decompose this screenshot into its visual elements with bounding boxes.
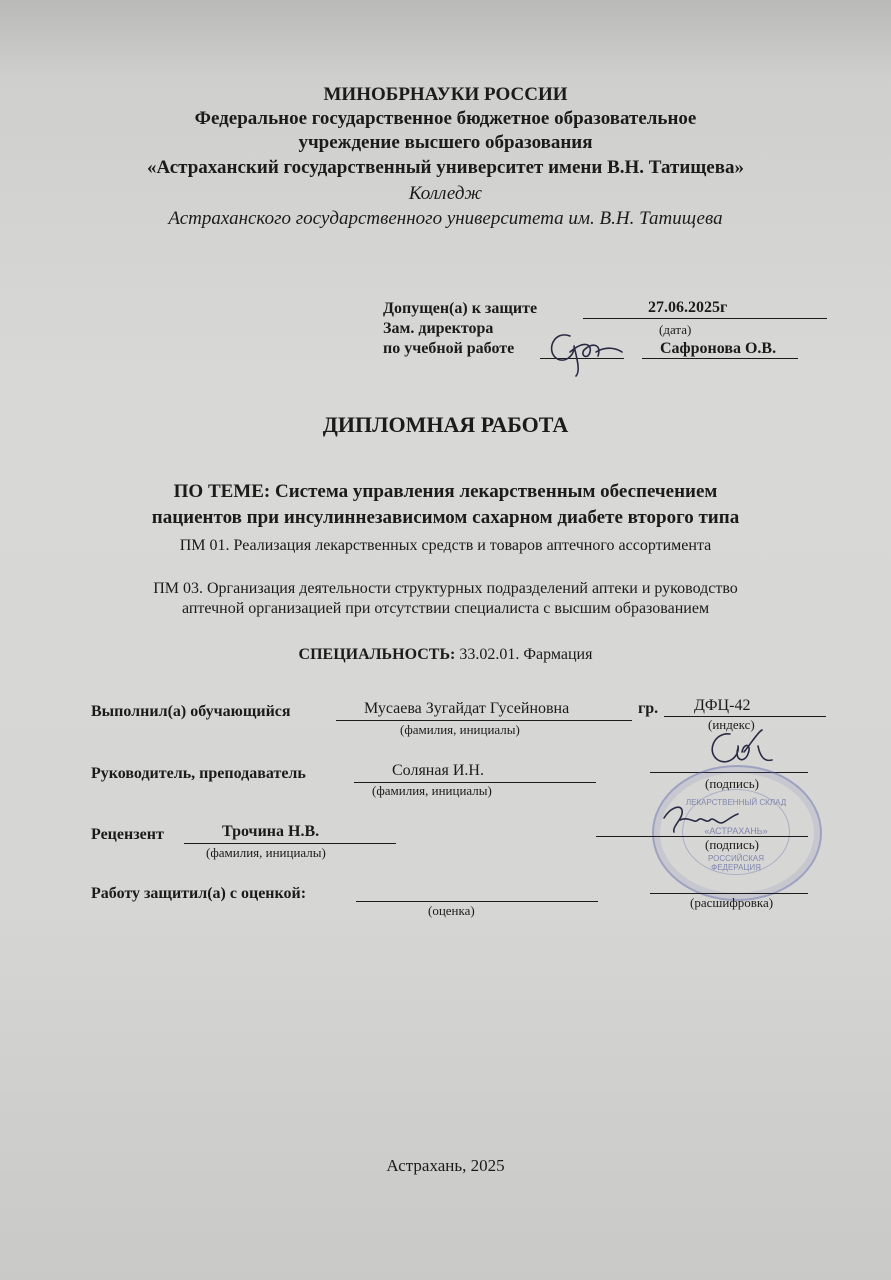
date-line xyxy=(583,318,827,319)
supervisor-name-caption: (фамилия, инициалы) xyxy=(372,783,492,798)
student-name: Мусаева Зугайдат Гусейновна xyxy=(364,700,570,717)
institution-line-2: учреждение высшего образования xyxy=(298,132,593,153)
decode-caption: (расшифровка) xyxy=(690,895,774,910)
date-caption: (дата) xyxy=(659,322,692,337)
specialty-value: 33.02.01. Фармация xyxy=(455,646,593,663)
deputy-name: Сафронова О.В. xyxy=(660,340,777,357)
stamp-text-bottom: РОССИЙСКАЯ ФЕДЕРАЦИЯ xyxy=(708,854,764,872)
specialty xyxy=(0,646,891,664)
ministry-name: МИНОБРНАУКИ РОССИИ xyxy=(323,84,568,105)
reviewer-signature xyxy=(660,800,740,840)
pm03-line-2: аптечной организацией при отсутствии специалиста с высшим образованием xyxy=(181,600,710,617)
supervisor-signature-caption: (подпись) xyxy=(705,776,759,791)
specialty-label: СПЕЦИАЛЬНОСТЬ: xyxy=(298,646,456,663)
student-label: Выполнил(а) обучающийся xyxy=(91,703,291,720)
group-label: гр. xyxy=(638,700,659,717)
grade-line xyxy=(356,901,598,902)
university-name: «Астраханский государственный университет имени В.Н. Татищева» xyxy=(146,157,744,178)
group-value: ДФЦ-42 xyxy=(694,697,751,714)
deputy-label-1: Зам. директора xyxy=(383,320,494,337)
supervisor-name: Соляная И.Н. xyxy=(392,762,484,779)
deputy-name-line xyxy=(642,358,798,359)
student-name-caption: (фамилия, инициалы) xyxy=(400,722,520,737)
pm03-line-1: ПМ 03. Организация деятельности структурных подразделений аптеки и руководство xyxy=(153,580,738,597)
city-year: Астрахань, 2025 xyxy=(386,1156,505,1175)
stamp-text-top: ЛЕКАРСТВЕННЫЙ СКЛАД xyxy=(685,798,787,807)
deputy-label-2: по учебной работе xyxy=(383,340,515,357)
defense-date: 27.06.2025г xyxy=(648,299,728,316)
reviewer-label: Рецензент xyxy=(91,826,164,843)
grade-caption: (оценка) xyxy=(428,903,475,918)
reviewer-signature-caption: (подпись) xyxy=(705,837,759,852)
institution-line-1: Федеральное государственное бюджетное образовательное xyxy=(194,108,697,129)
topic-line-1: ПО ТЕМЕ: Система управления лекарственным обеспечением xyxy=(173,481,718,502)
college-line-2: Астраханского государственного университета им. В.Н. Татищева xyxy=(168,208,723,229)
admitted-label: Допущен(а) к защите xyxy=(383,300,538,317)
pm01: ПМ 01. Реализация лекарственных средств и товаров аптечного ассортимента xyxy=(179,537,712,554)
document-type: ДИПЛОМНАЯ РАБОТА xyxy=(322,412,569,437)
reviewer-name-caption: (фамилия, инициалы) xyxy=(206,845,326,860)
supervisor-label: Руководитель, преподаватель xyxy=(91,765,306,782)
reviewer-name-line xyxy=(184,843,396,844)
college-line-1: Колледж xyxy=(408,183,483,204)
reviewer-name: Трочина Н.В. xyxy=(222,823,320,840)
grade-label: Работу защитил(а) с оценкой: xyxy=(91,885,307,902)
stamp-text-mid: «АСТРАХАНЬ» xyxy=(704,826,768,836)
topic-line-2: пациентов при инсулиннезависимом сахарном диабете второго типа xyxy=(151,507,740,528)
student-name-line xyxy=(336,720,632,721)
decode-line xyxy=(650,893,808,894)
index-caption: (индекс) xyxy=(708,717,755,732)
deputy-signature xyxy=(540,322,624,378)
supervisor-signature xyxy=(700,722,780,778)
